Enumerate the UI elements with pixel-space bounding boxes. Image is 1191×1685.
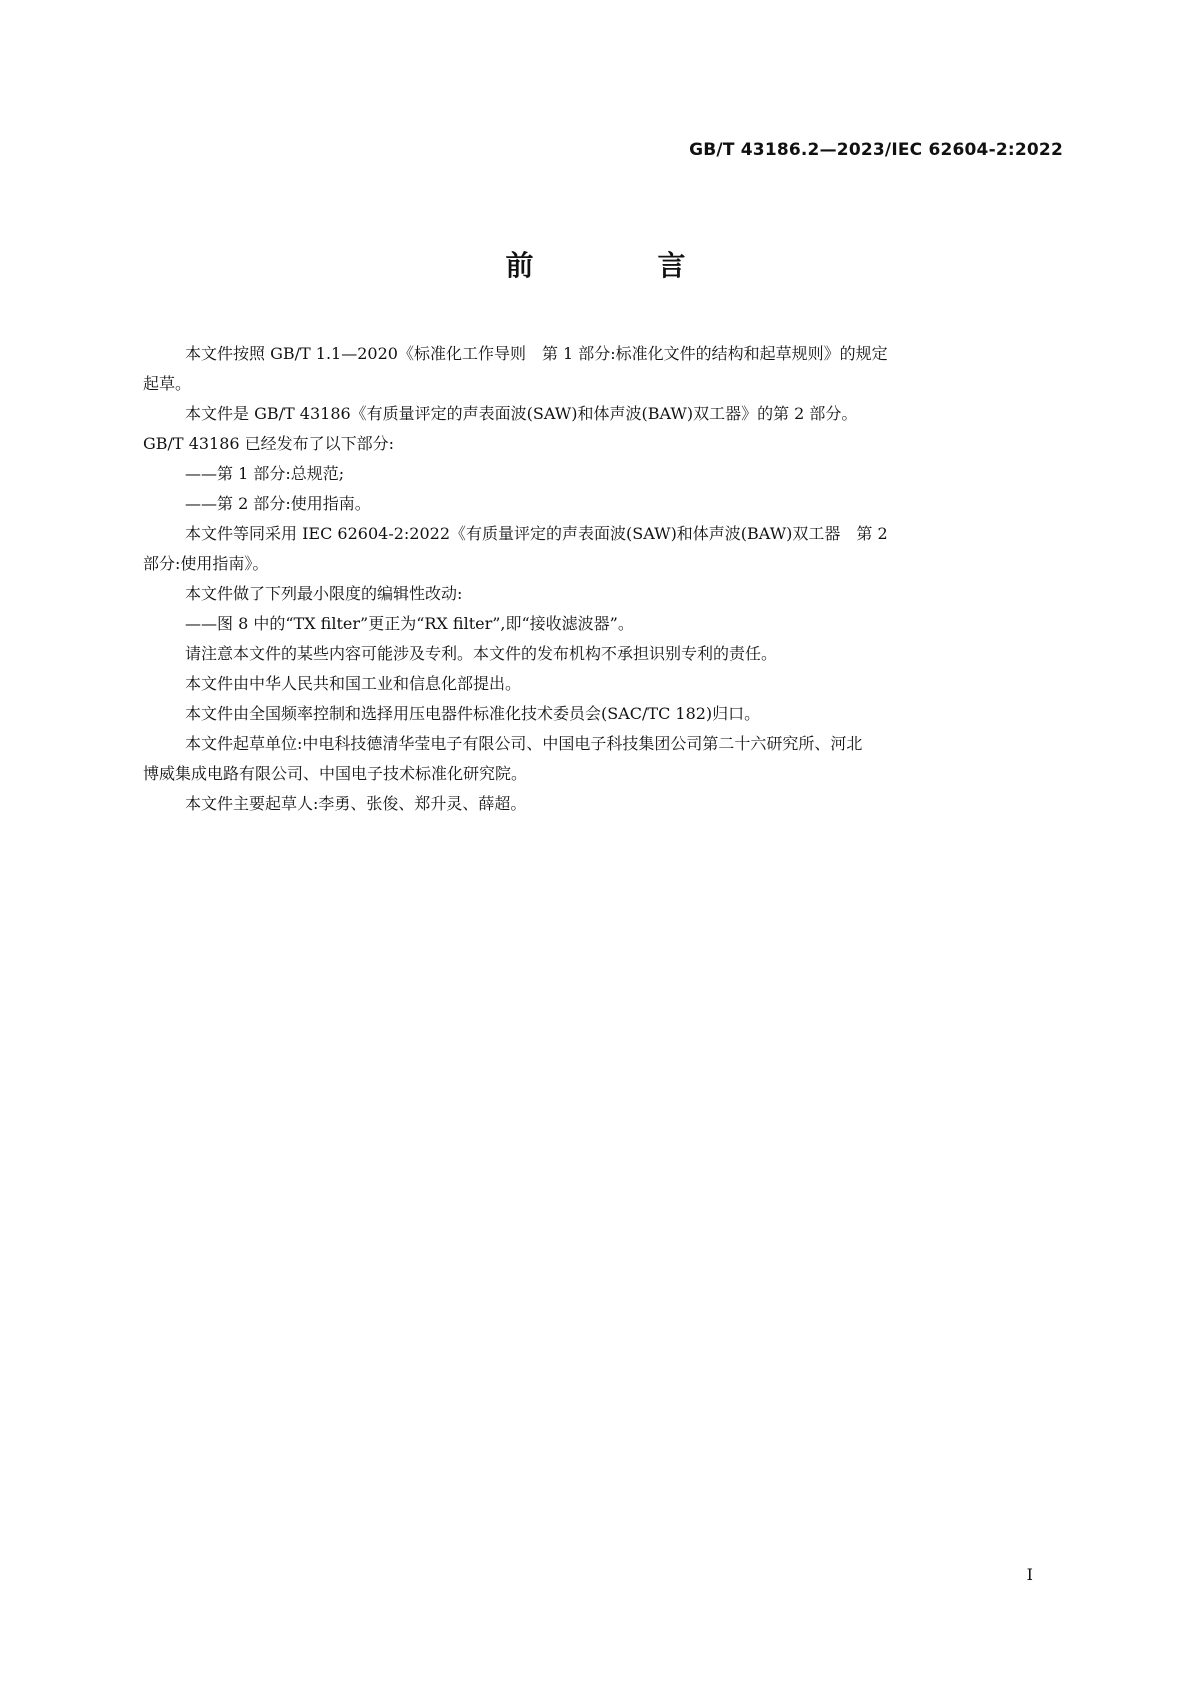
page-title: 前 言 [505, 249, 734, 282]
paragraph-line: 博威集成电路有限公司、中国电子技术标准化研究院。 [143, 764, 528, 783]
paragraph-line: 本文件由全国频率控制和选择用压电器件标准化技术委员会(SAC/TC 182)归口。 [185, 704, 761, 723]
page-number: I [1026, 1565, 1033, 1584]
paragraph-drafting-units [143, 729, 1063, 789]
paragraph-committee [143, 699, 1063, 729]
paragraph-adoption [143, 519, 1063, 579]
paragraph-drafters [143, 789, 1063, 819]
paragraph-part-info [143, 399, 1063, 459]
paragraph-line: 请注意本文件的某些内容可能涉及专利。本文件的发布机构不承担识别专利的责任。 [185, 644, 778, 663]
paragraph-line: 本文件起草单位:中电科技德清华莹电子有限公司、中国电子科技集团公司第二十六研究所、河北 [185, 734, 863, 753]
paragraph-line: 本文件等同采用 IEC 62604-2:2022《有质量评定的声表面波(SAW)和体声波(BAW)双工器 第 2 [185, 524, 888, 543]
paragraph-line: ——第 2 部分:使用指南。 [185, 494, 371, 513]
paragraph-line: 本文件主要起草人:李勇、张俊、郑升灵、薛超。 [185, 794, 527, 813]
foreword-body [143, 339, 1063, 819]
paragraph-line: 本文件做了下列最小限度的编辑性改动: [185, 584, 463, 603]
paragraph-proposer [143, 669, 1063, 699]
list-item-part-1 [143, 459, 1063, 489]
paragraph-line: 本文件由中华人民共和国工业和信息化部提出。 [185, 674, 522, 693]
paragraph-line: 本文件是 GB/T 43186《有质量评定的声表面波(SAW)和体声波(BAW)双工器》的第 2 部分。 [185, 404, 858, 423]
paragraph-line: 部分:使用指南》。 [143, 554, 269, 573]
paragraph-patent-notice [143, 639, 1063, 669]
paragraph-line: ——图 8 中的“TX filter”更正为“RX filter”,即“接收滤波器”。 [185, 614, 634, 633]
paragraph-line: 本文件按照 GB/T 1.1—2020《标准化工作导则 第 1 部分:标准化文件的结构和起草规则》的规定 [185, 344, 888, 363]
list-item-part-2 [143, 489, 1063, 519]
document-code: GB/T 43186.2—2023/IEC 62604-2:2022 [689, 140, 1063, 160]
paragraph-line: 起草。 [143, 374, 192, 393]
paragraph-line: GB/T 43186 已经发布了以下部分: [143, 434, 395, 453]
paragraph-line: ——第 1 部分:总规范; [185, 464, 345, 483]
paragraph-basis [143, 339, 1063, 399]
list-item-figure-8-change [143, 609, 1063, 639]
paragraph-editorial-changes [143, 579, 1063, 609]
